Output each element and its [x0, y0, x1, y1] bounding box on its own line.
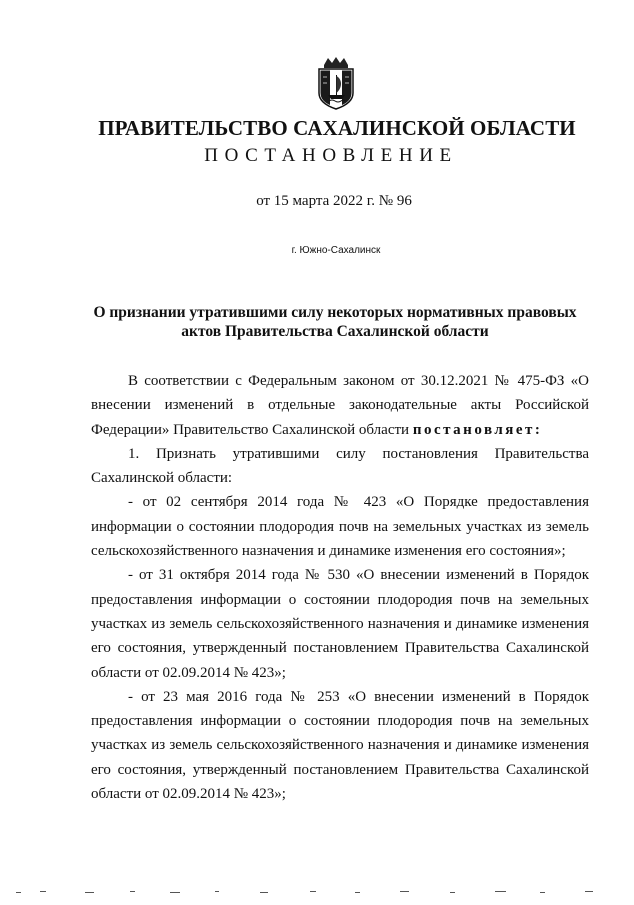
- document-title-line-2: актов Правительства Сахалинской области: [181, 323, 489, 340]
- government-name: ПРАВИТЕЛЬСТВО САХАЛИНСКОЙ ОБЛАСТИ: [98, 116, 576, 140]
- decision-word: постановляет:: [412, 421, 543, 438]
- scan-edge-noise: [10, 884, 624, 898]
- document-date-number: от 15 марта 2022 г. № 96: [256, 193, 412, 209]
- document-title: [40, 303, 630, 341]
- document-type: ПОСТАНОВЛЕНИЕ: [204, 145, 458, 166]
- document-title-line-1: О признании утратившими силу некоторых нормативных правовых: [93, 304, 577, 321]
- preamble-text: В соответствии с Федеральным законом от 30.12.2021 № 475-ФЗ «О внесении изменений в отдельные законодательные акты Российской Федерации» Правительство Сахалинской области: [91, 373, 589, 438]
- item-1-3-paragraph: - от 23 мая 2016 года № 253 «О внесении изменений в Порядок предоставления информации о состоянии плодородия почв на земельных участках из земель сельскохозяйственного назначения и динамике изменения его состояния, утвержденный постановлением Правительства Сахалинской области от 02.09.2014 № 423»;: [91, 688, 589, 803]
- item-1-paragraph: 1. Признать утратившими силу постановления Правительства Сахалинской области:: [91, 445, 589, 487]
- item-1-1-paragraph: - от 02 сентября 2014 года № 423 «О Порядке предоставления информации о состоянии плодородия почв на земельных участках из земель сельскохозяйственного назначения и динамике изменения его состояния»;: [91, 494, 589, 560]
- document-city: г. Южно-Сахалинск: [291, 245, 381, 256]
- preamble-paragraph: [91, 369, 589, 442]
- document-body: [91, 369, 589, 806]
- item-1-2-paragraph: - от 31 октября 2014 года № 530 «О внесении изменений в Порядок предоставления информации о состоянии плодородия почв на земельных участках из земель сельскохозяйственного назначения и динамике изменения его состояния, утвержденный постановлением Правительства Сахалинской области от 02.09.2014 № 423»;: [91, 567, 589, 681]
- sakhalin-coat-of-arms-icon: [314, 57, 358, 110]
